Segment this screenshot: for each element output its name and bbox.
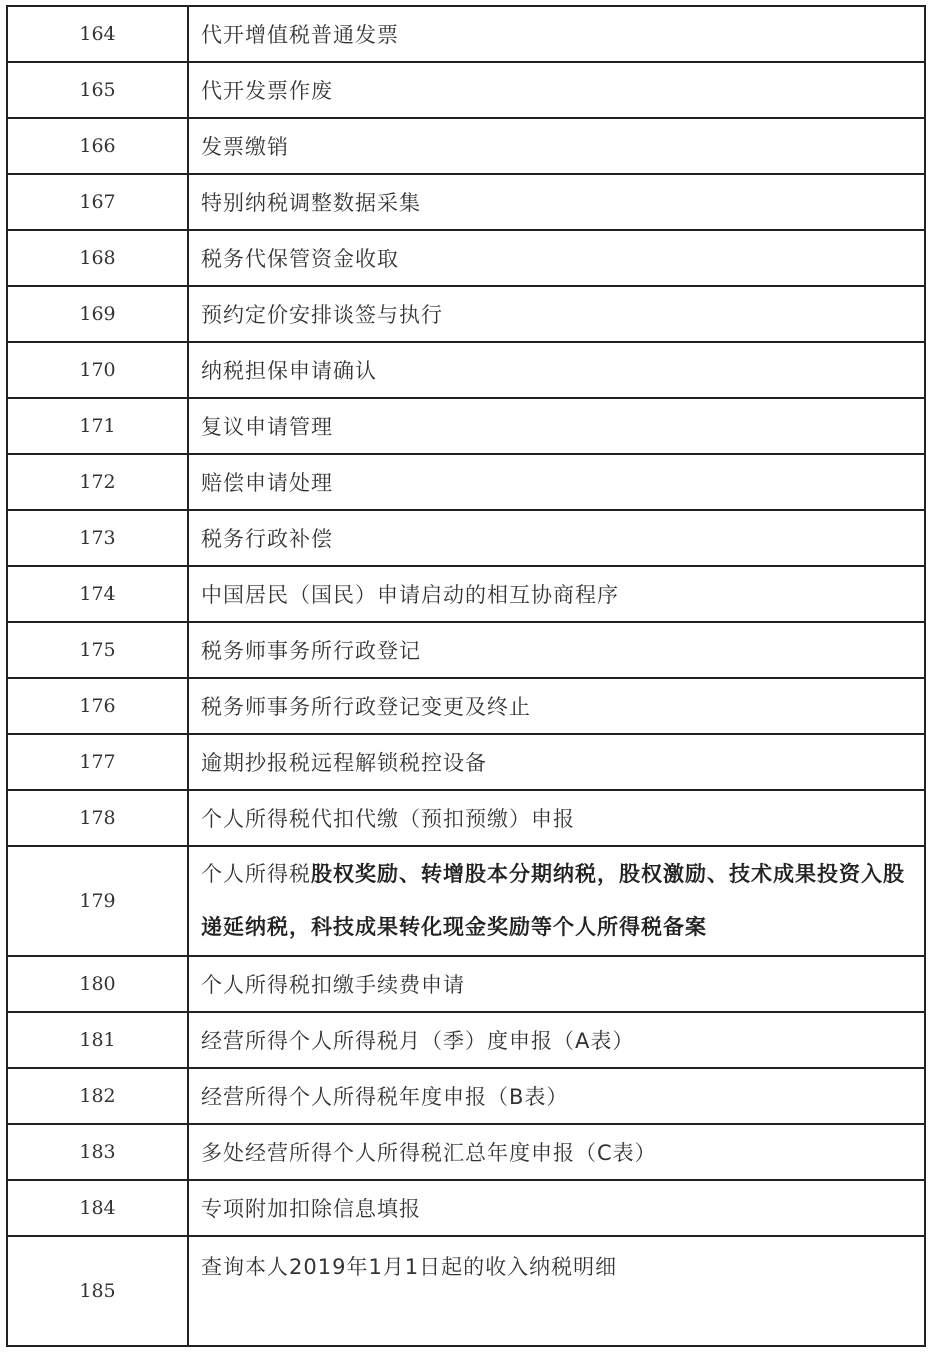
row-number: 165 [7,62,188,118]
row-number: 179 [7,846,188,956]
service-name: 代开增值税普通发票 [188,6,925,62]
row-number: 169 [7,286,188,342]
row-number: 183 [7,1124,188,1180]
service-name: 个人所得税扣缴手续费申请 [188,956,925,1012]
service-table [6,5,926,1347]
table-row [7,1012,925,1068]
service-name: 税务代保管资金收取 [188,230,925,286]
table-row [7,956,925,1012]
row-number: 175 [7,622,188,678]
row-number: 184 [7,1180,188,1236]
table-row [7,622,925,678]
row-number: 181 [7,1012,188,1068]
table-row [7,230,925,286]
table-row [7,1180,925,1236]
service-name [188,846,925,956]
row-number: 164 [7,6,188,62]
service-name-emphasis: 股权奖励、转增股本分期纳税，股权激励、技术成果投资入股递延纳税，科技成果转化现金奖励等个人所得税备案 [201,862,905,939]
row-number: 177 [7,734,188,790]
table-row [7,342,925,398]
row-number: 166 [7,118,188,174]
row-number: 167 [7,174,188,230]
service-name: 逾期抄报税远程解锁税控设备 [188,734,925,790]
table-row [7,286,925,342]
row-number: 174 [7,566,188,622]
row-number: 172 [7,454,188,510]
row-number: 185 [7,1236,188,1346]
table-row [7,454,925,510]
service-name-prefix: 个人所得税 [201,862,311,886]
service-name: 专项附加扣除信息填报 [188,1180,925,1236]
table-row [7,1068,925,1124]
row-number: 180 [7,956,188,1012]
row-number: 171 [7,398,188,454]
service-name: 发票缴销 [188,118,925,174]
row-number: 168 [7,230,188,286]
table-row [7,846,925,956]
row-number: 173 [7,510,188,566]
table-row [7,790,925,846]
service-name: 代开发票作废 [188,62,925,118]
table-row [7,734,925,790]
service-name: 查询本人2019年1月1日起的收入纳税明细 [188,1236,925,1346]
service-name: 纳税担保申请确认 [188,342,925,398]
service-name: 税务行政补偿 [188,510,925,566]
table-row [7,62,925,118]
service-name: 预约定价安排谈签与执行 [188,286,925,342]
row-number: 170 [7,342,188,398]
service-name: 个人所得税代扣代缴（预扣预缴）申报 [188,790,925,846]
table-row [7,398,925,454]
service-name: 税务师事务所行政登记变更及终止 [188,678,925,734]
row-number: 178 [7,790,188,846]
table-row [7,1124,925,1180]
table-row [7,678,925,734]
table-row [7,6,925,62]
table-row [7,510,925,566]
service-name: 复议申请管理 [188,398,925,454]
service-name: 多处经营所得个人所得税汇总年度申报（C表） [188,1124,925,1180]
table-row [7,174,925,230]
table-row [7,118,925,174]
table-row [7,566,925,622]
service-name: 税务师事务所行政登记 [188,622,925,678]
table-row [7,1236,925,1346]
service-name: 赔偿申请处理 [188,454,925,510]
service-name: 中国居民（国民）申请启动的相互协商程序 [188,566,925,622]
service-name: 经营所得个人所得税年度申报（B表） [188,1068,925,1124]
row-number: 182 [7,1068,188,1124]
service-name: 经营所得个人所得税月（季）度申报（A表） [188,1012,925,1068]
row-number: 176 [7,678,188,734]
service-name: 特别纳税调整数据采集 [188,174,925,230]
